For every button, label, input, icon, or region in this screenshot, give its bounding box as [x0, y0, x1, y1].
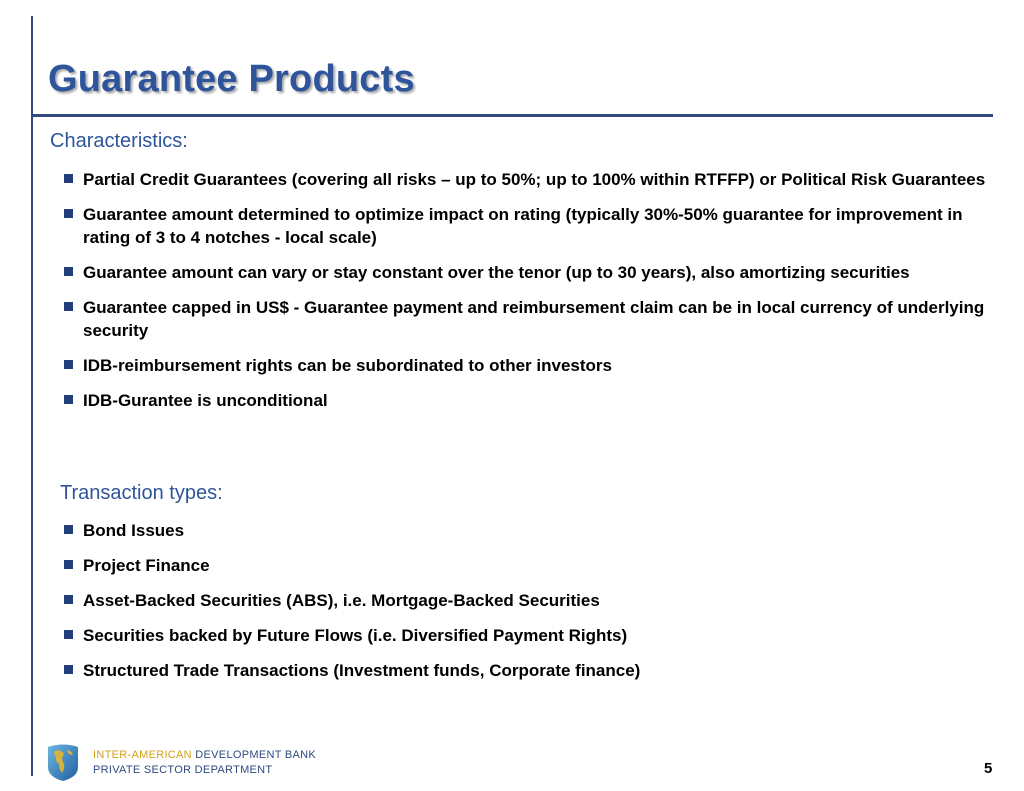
list-item-text: Bond Issues — [83, 521, 185, 540]
list-item — [62, 589, 992, 612]
square-bullet-icon — [64, 525, 73, 534]
footer-department: PRIVATE SECTOR DEPARTMENT — [93, 764, 273, 776]
characteristics-heading: Characteristics: — [50, 130, 188, 152]
list-item-text: Guarantee capped in US$ - Guarantee payment and reimbursement claim can be in local currency of underlying security — [83, 298, 985, 340]
list-item — [62, 168, 992, 191]
square-bullet-icon — [64, 665, 73, 674]
footer-org-name — [93, 748, 316, 763]
transaction-types-heading: Transaction types: — [60, 482, 223, 504]
square-bullet-icon — [64, 267, 73, 276]
page-number: 5 — [984, 760, 993, 777]
list-item — [62, 554, 992, 577]
square-bullet-icon — [64, 595, 73, 604]
list-item-text: IDB-Gurantee is unconditional — [83, 391, 328, 410]
list-item-text: Securities backed by Future Flows (i.e. Diversified Payment Rights) — [83, 626, 628, 645]
square-bullet-icon — [64, 360, 73, 369]
characteristics-list — [62, 168, 992, 424]
title-underline-rule — [33, 114, 993, 117]
idb-globe-logo-icon — [46, 743, 80, 781]
list-item-text: Partial Credit Guarantees (covering all risks – up to 50%; up to 100% within RTFFP) or Political Risk Guarantees — [83, 170, 986, 189]
list-item — [62, 296, 992, 342]
list-item — [62, 659, 992, 682]
list-item — [62, 203, 992, 249]
list-item — [62, 519, 992, 542]
list-item-text: Guarantee amount determined to optimize impact on rating (typically 30%-50% guarantee for improvement in rating of 3 to 4 notches - local scale) — [83, 205, 963, 247]
square-bullet-icon — [64, 395, 73, 404]
left-vertical-rule — [31, 16, 33, 776]
list-item-text: Structured Trade Transactions (Investment funds, Corporate finance) — [83, 661, 641, 680]
square-bullet-icon — [64, 174, 73, 183]
square-bullet-icon — [64, 560, 73, 569]
footer-org-accent: INTER-AMERICAN — [93, 749, 192, 761]
list-item — [62, 261, 992, 284]
list-item-text: Guarantee amount can vary or stay constant over the tenor (up to 30 years), also amortizing securities — [83, 263, 910, 282]
list-item — [62, 354, 992, 377]
list-item — [62, 389, 992, 412]
square-bullet-icon — [64, 302, 73, 311]
footer-org-block — [93, 748, 316, 778]
slide-title: Guarantee Products — [48, 58, 415, 100]
square-bullet-icon — [64, 209, 73, 218]
list-item-text: Asset-Backed Securities (ABS), i.e. Mortgage-Backed Securities — [83, 591, 600, 610]
footer-org-rest: DEVELOPMENT BANK — [191, 749, 317, 761]
transaction-types-list — [62, 519, 992, 694]
list-item-text: IDB-reimbursement rights can be subordinated to other investors — [83, 356, 612, 375]
list-item — [62, 624, 992, 647]
list-item-text: Project Finance — [83, 556, 210, 575]
square-bullet-icon — [64, 630, 73, 639]
